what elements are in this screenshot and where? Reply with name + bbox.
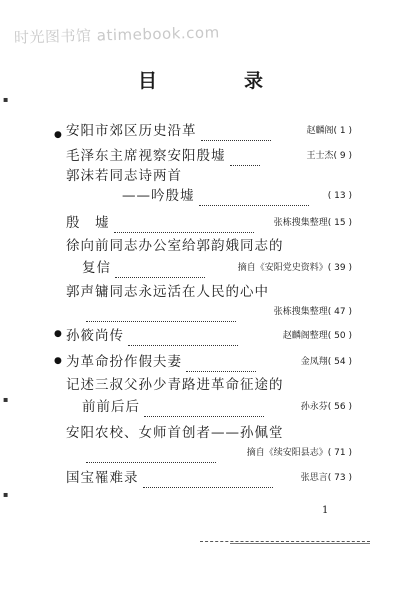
toc-entry-page: ( 71 )	[327, 448, 352, 458]
bullet-mark: ●	[54, 356, 62, 366]
toc-entry-page: ( 15 )	[327, 218, 352, 228]
toc-entry-credit: 孙永芬	[300, 402, 328, 412]
toc-entry-page: ( 47 )	[327, 307, 352, 317]
toc-entry-credit-line	[254, 326, 352, 346]
dot-leader	[114, 224, 254, 233]
toc-entry-credit: 摘自《续安阳县志》	[246, 448, 328, 458]
dot-leader	[144, 408, 264, 417]
toc-entry-title: 安阳农校、女师首创者——孙佩堂	[66, 425, 284, 441]
dot-leader	[186, 363, 256, 372]
toc-entry-credit: 王士杰	[306, 151, 334, 161]
toc-entry-page: ( 73 )	[327, 473, 352, 483]
toc-entry-credit-line	[254, 146, 352, 166]
bullet-mark: ●	[54, 130, 62, 140]
margin-mark: ▪	[3, 490, 9, 499]
toc-entry	[66, 166, 348, 186]
toc-entry	[66, 423, 348, 443]
toc-entry	[66, 375, 348, 395]
dot-leader	[86, 313, 236, 322]
bullet-mark: ●	[54, 329, 62, 339]
toc-entry	[66, 282, 348, 302]
toc-entry-page: ( 50 )	[327, 331, 352, 341]
toc-entry-title: 记述三叔父孙少青路进革命征途的	[66, 377, 284, 393]
toc-entry-credit-line	[254, 121, 352, 141]
dot-leader	[86, 454, 216, 463]
toc-entry-title: 殷 墟	[66, 215, 110, 231]
toc-entry-title: 安阳市郊区历史沿革	[66, 123, 197, 139]
dot-leader	[115, 269, 205, 278]
toc-entry-title: 复信	[82, 260, 111, 276]
toc-entry-credit: 赵麟阁整理	[282, 331, 328, 341]
watermark: 时光图书馆 atimebook.com	[13, 23, 220, 47]
toc-entry-credit-line	[264, 352, 352, 372]
toc-entry-credit: 金凤翔	[300, 357, 328, 367]
margin-mark: ▪	[3, 95, 9, 104]
page-title: 目 录	[137, 70, 297, 92]
toc-entry-credit: 张思言	[300, 473, 328, 483]
toc-entry-title: 孙筱尚传	[66, 328, 124, 344]
toc-entry-credit-line	[264, 397, 352, 417]
toc-entry-credit-line	[224, 443, 352, 463]
dot-leader	[128, 337, 238, 346]
bottom-rule	[200, 541, 370, 542]
toc-entry-title: 国宝罹难录	[66, 470, 139, 486]
bottom-rule	[230, 543, 370, 544]
toc-entry	[66, 236, 348, 256]
toc-entry-credit-line	[244, 213, 352, 233]
toc-entry-title: 毛泽东主席视察安阳殷墟	[66, 148, 226, 164]
toc-entry-credit-line	[214, 258, 352, 278]
margin-mark: ▪	[3, 395, 9, 404]
toc-entry-credit: 张栋搜集整理	[273, 218, 328, 228]
toc-entry-title: 为革命扮作假夫妻	[66, 354, 182, 370]
toc-entry-credit: 摘自《安阳党史资料》	[237, 263, 328, 273]
toc-entry-title: 前前后后	[82, 399, 140, 415]
toc-entry-title: 徐向前同志办公室给郭韵娥同志的	[66, 238, 284, 254]
toc-entry-page: ( 13 )	[327, 191, 352, 201]
page-number: 1	[322, 505, 329, 516]
toc-entry-page: ( 9 )	[333, 151, 352, 161]
toc-entry-page: ( 1 )	[333, 126, 352, 136]
toc-entry-credit: 张栋搜集整理	[273, 307, 328, 317]
toc-entry-page: ( 54 )	[327, 357, 352, 367]
toc-entry-credit: 赵麟阁	[306, 126, 334, 136]
toc-entry-credit-line	[300, 186, 352, 206]
toc-entry-page: ( 56 )	[327, 402, 352, 412]
toc-entry-title: 郭沫若同志诗两首	[66, 168, 182, 184]
toc-entry-title: ——吟殷墟	[122, 188, 195, 204]
toc-entry-credit-line	[244, 302, 352, 322]
toc-entry-title: 郭声镛同志永远活在人民的心中	[66, 284, 269, 300]
toc-entry-credit-line	[264, 468, 352, 488]
dot-leader	[143, 479, 273, 488]
dot-leader	[199, 197, 309, 206]
toc-entry-page: ( 39 )	[327, 263, 352, 273]
